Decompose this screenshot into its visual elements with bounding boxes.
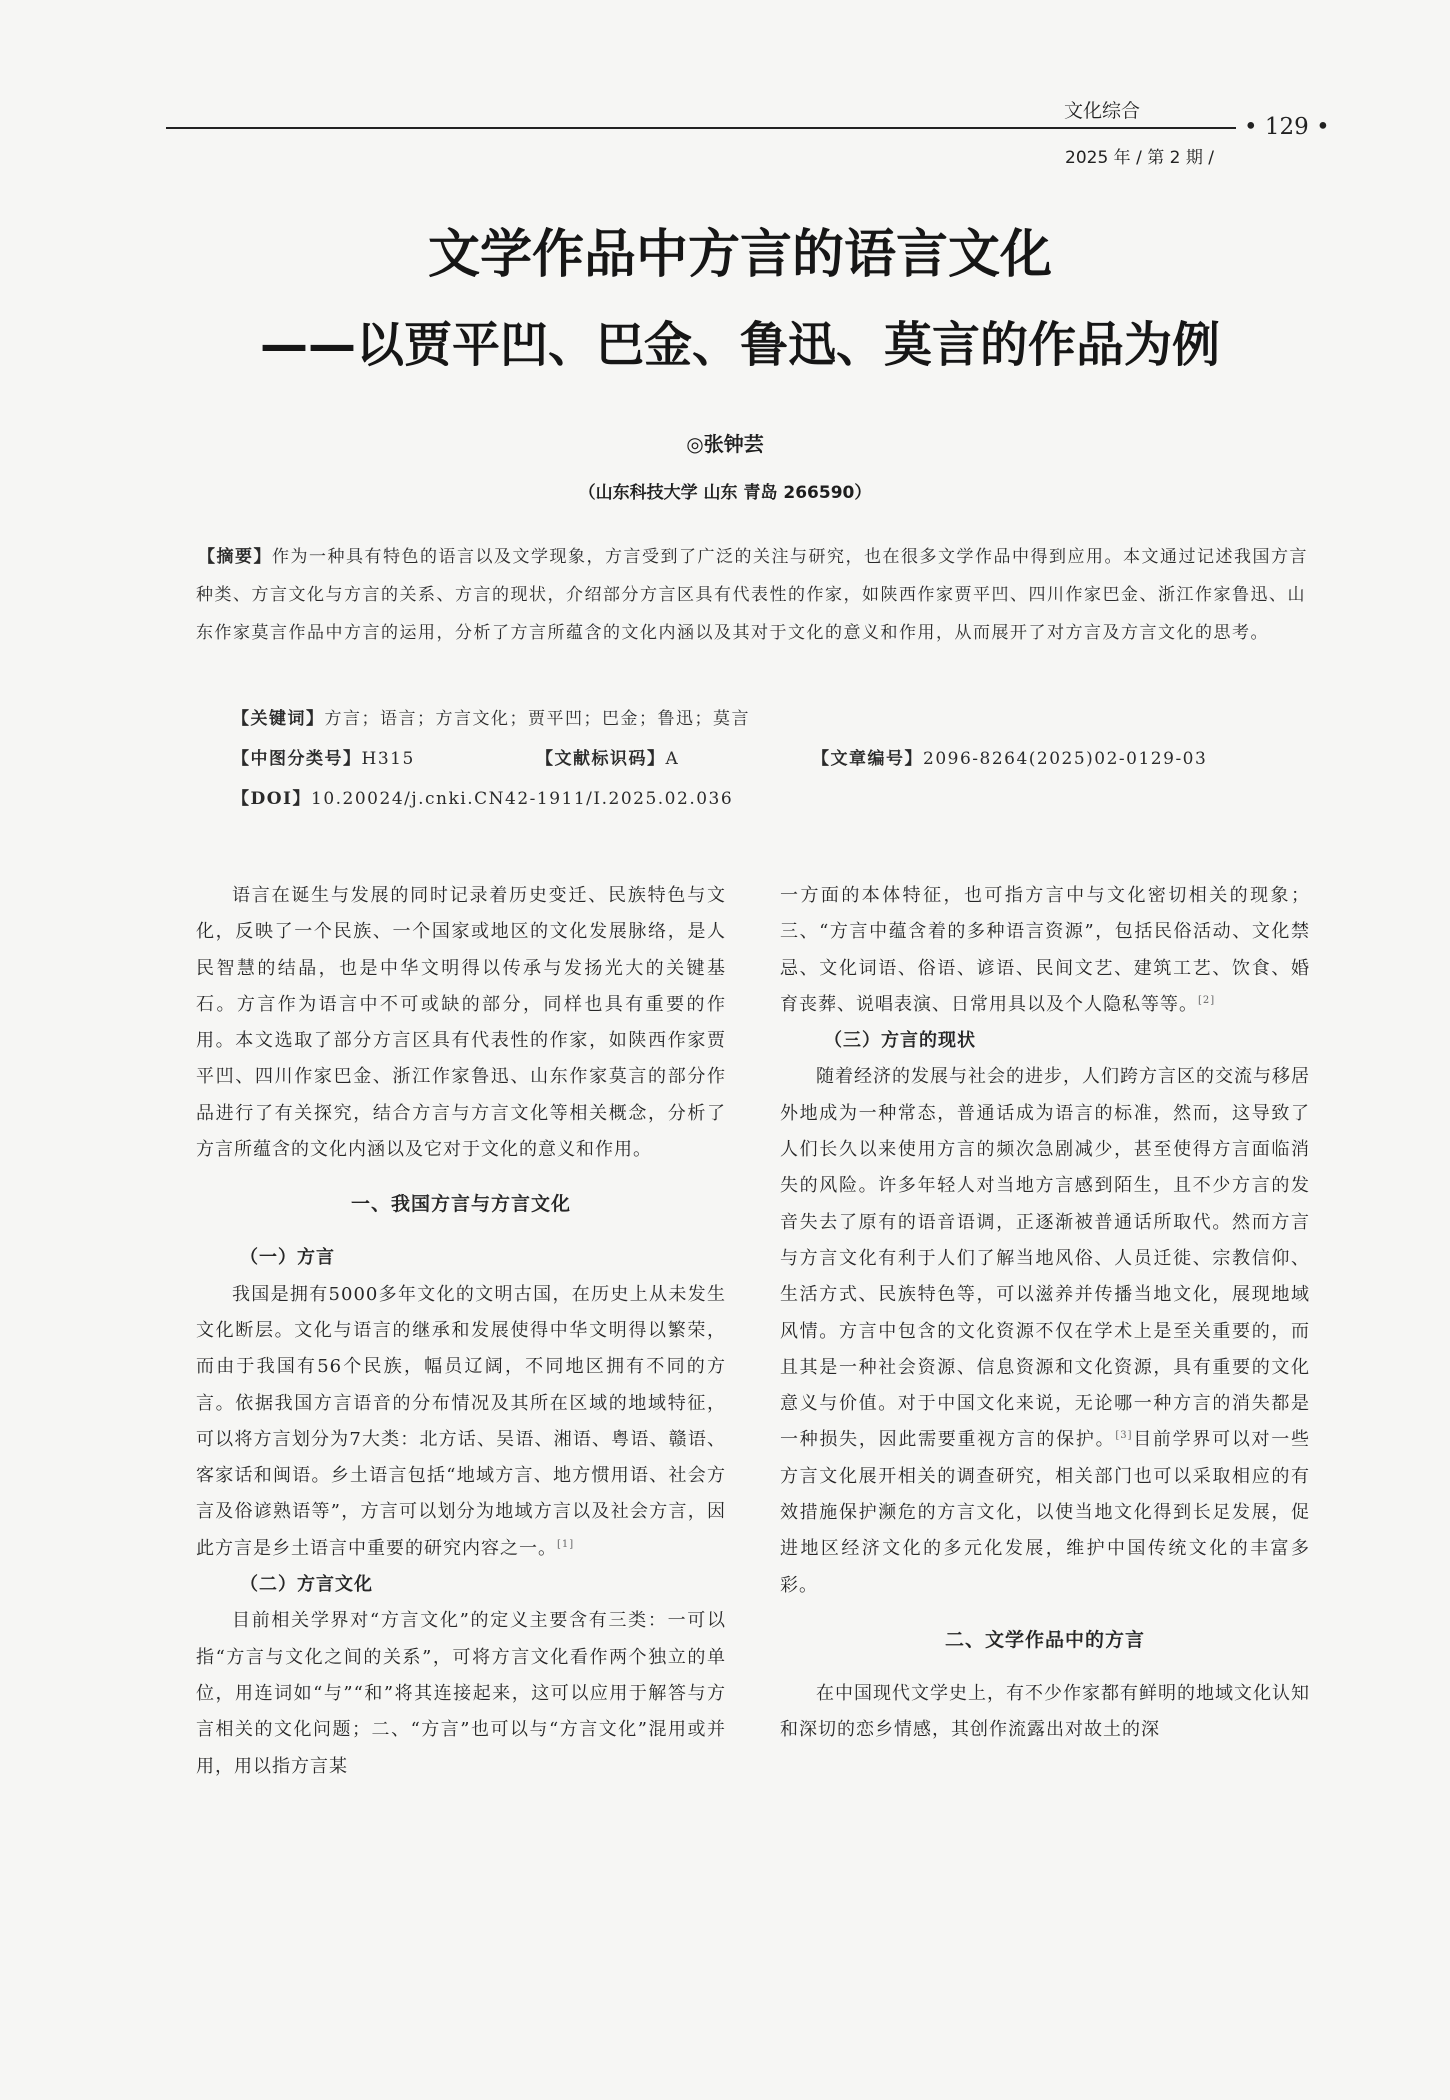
keywords-label: 【关键词】 [232, 709, 325, 729]
paragraph-dialect-culture: 目前相关学界对“方言文化”的定义主要含有三类：一可以指“方言与文化之间的关系”，可将方言文化看作两个独立的单位，用连词如“与”“和”将其连接起来，这可以应用于解答与方言相关的文化问题；二、“方言”也可以与“方言文化”混用或并用，用以指方言某 [196, 1610, 726, 1777]
clc-value: H315 [361, 749, 415, 769]
clc-number [232, 744, 415, 769]
abstract [196, 538, 1308, 652]
abstract-text: 作为一种具有特色的语言以及文学现象，方言受到了广泛的关注与研究，也在很多文学作品中得到应用。本文通过记述我国方言种类、方言文化与方言的关系、方言的现状，介绍部分方言区具有代表性的作家，如陕西作家贾平凹、四川作家巴金、浙江作家鲁迅、山东作家莫言作品中方言的运用，分析了方言所蕴含的文化内涵以及其对于文化的意义和作用，从而展开了对方言及方言文化的思考。 [196, 547, 1308, 643]
doc-label: 【文献标识码】 [536, 749, 666, 769]
reference-3: [3] [1115, 1430, 1133, 1442]
clc-label: 【中图分类号】 [232, 749, 362, 769]
document-code [536, 744, 679, 769]
paragraph-status-text-2: 目前学界可以对一些方言文化展开相关的调查研究，相关部门也可以采取相应的有效措施保护濒危的方言文化，以使当地文化得到长足发展，促进地区经济文化的多元化发展，维护中国传统文化的丰富多彩。 [780, 1429, 1311, 1596]
reference-1: [1] [557, 1538, 575, 1550]
doi [232, 784, 733, 809]
section-heading-1: 一、我国方言与方言文化 [350, 1193, 571, 1216]
author: ◎张钟芸 [686, 432, 764, 456]
paragraph-dialect-culture-continued [780, 878, 1310, 1023]
right-column [780, 878, 1310, 1749]
subsection-heading-dialect-status: （三）方言的现状 [824, 1030, 976, 1052]
subsection-heading-dialect: （一）方言 [240, 1247, 335, 1269]
keywords-text: 方言；语言；方言文化；贾平凹；巴金；鲁迅；莫言 [324, 709, 750, 729]
paragraph-dialect-status [780, 1059, 1310, 1603]
article-number [812, 744, 1207, 769]
intro-paragraph: 语言在诞生与发展的同时记录着历史变迁、民族特色与文化，反映了一个民族、一个国家或地区的文化发展脉络，是人民智慧的结晶，也是中华文明得以传承与发扬光大的关键基石。方言作为语言中不可或缺的部分，同样也具有重要的作用。本文选取了部分方言区具有代表性的作家，如陕西作家贾平凹、四川作家巴金、浙江作家鲁迅、山东作家莫言的部分作品进行了有关探究，结合方言与方言文化等相关概念，分析了方言所蕴含的文化内涵以及它对于文化的意义和作用。 [196, 885, 726, 1161]
doc-value: A [665, 749, 680, 769]
left-column [196, 878, 726, 1785]
paragraph-literature: 在中国现代文学史上，有不少作家都有鲜明的地域文化认知和深切的恋乡情感，其创作流露出对故土的深 [780, 1682, 1310, 1741]
issue-info: 2025 年 / 第 2 期 / [1065, 148, 1214, 168]
paragraph-continued-text: 一方面的本体特征，也可指方言中与文化密切相关的现象；三、“方言中蕴含着的多种语言资源”，包括民俗活动、文化禁忌、文化词语、俗语、谚语、民间文艺、建筑工艺、饮食、婚育丧葬、说唱表演、日常用具以及个人隐私等等。 [780, 885, 1310, 1015]
section-heading-2: 二、文学作品中的方言 [944, 1628, 1145, 1651]
journal-section: 文化综合 [1064, 100, 1141, 122]
page-number: • 129 • [1244, 114, 1330, 140]
article-value: 2096-8264(2025)02-0129-03 [923, 749, 1208, 769]
reference-2: [2] [1198, 994, 1216, 1006]
doi-value: 10.20024/j.cnki.CN42-1911/I.2025.02.036 [311, 789, 734, 809]
subsection-heading-dialect-culture: （二）方言文化 [240, 1574, 373, 1596]
affiliation: （山东科技大学 山东 青岛 266590） [578, 483, 872, 503]
paragraph-status-text: 随着经济的发展与社会的进步，人们跨方言区的交流与移居外地成为一种常态，普通话成为语言的标准，然而，这导致了人们长久以来使用方言的频次急剧减少，甚至使得方言面临消失的风险。许多年轻人对当地方言感到陌生，且不少方言的发音失去了原有的语音语调，正逐渐被普通话所取代。然而方言与方言文化有利于人们了解当地风俗、人员迁徙、宗教信仰、生活方式、民族特色等，可以滋养并传播当地文化，展现地域风情。方言中包含的文化资源不仅在学术上是至关重要的，而且其是一种社会资源、信息资源和文化资源，具有重要的文化意义与价值。对于中国文化来说，无论哪一种方言的消失都是一种损失，因此需要重视方言的保护。 [780, 1066, 1310, 1451]
article-label: 【文章编号】 [812, 749, 923, 769]
header-rule [166, 127, 1236, 129]
paragraph-dialect [196, 1277, 726, 1567]
article-title: 文学作品中方言的语言文化 [427, 225, 1052, 285]
keywords [232, 704, 750, 729]
abstract-label: 【摘要】 [198, 547, 272, 567]
article-subtitle: ——以贾平凹、巴金、鲁迅、莫言的作品为例 [259, 317, 1220, 373]
doi-label: 【DOI】 [232, 789, 312, 809]
paragraph-dialect-text: 我国是拥有5000多年文化的文明古国，在历史上从未发生文化断层。文化与语言的继承和发展使得中华文明得以繁荣，而由于我国有56个民族，幅员辽阔，不同地区拥有不同的方言。依据我国方言语音的分布情况及其所在区域的地域特征，可以将方言划分为7大类：北方话、吴语、湘语、粤语、赣语、客家话和闽语。乡土语言包括“地域方言、地方惯用语、社会方言及俗谚熟语等”，方言可以划分为地域方言以及社会方言，因此方言是乡土语言中重要的研究内容之一。 [196, 1283, 726, 1559]
